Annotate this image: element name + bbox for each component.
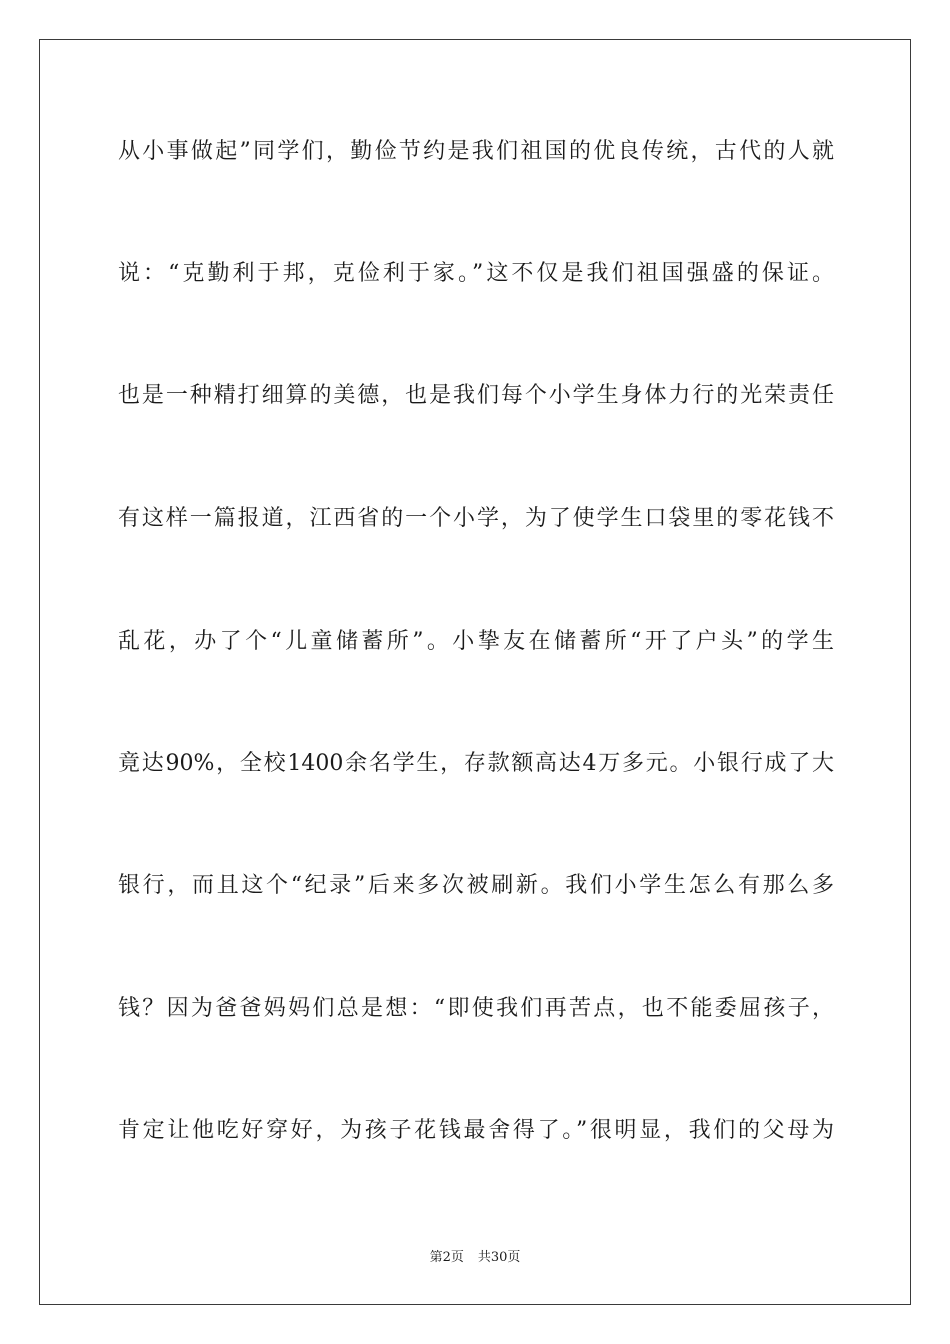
page-number: 第2页 bbox=[429, 1250, 464, 1265]
body-line-7: 银行，而且这个“纪录”后来多次被刷新。我们小学生怎么有那么多 bbox=[118, 873, 834, 898]
body-line-5: 乱花，办了个“儿童储蓄所”。小挚友在储蓄所“开了户头”的学生 bbox=[118, 629, 834, 654]
body-line-2: 说：“克勤利于邦，克俭利于家。”这不仅是我们祖国强盛的保证。 bbox=[118, 261, 834, 286]
body-line-4: 有这样一篇报道，江西省的一个小学，为了使学生口袋里的零花钱不 bbox=[118, 506, 834, 531]
body-line-8: 钱？因为爸爸妈妈们总是想：“即使我们再苦点，也不能委屈孩子， bbox=[118, 996, 834, 1021]
body-line-3: 也是一种精打细算的美德，也是我们每个小学生身体力行的光荣责任 bbox=[118, 383, 834, 408]
body-line-1: 从小事做起”同学们，勤俭节约是我们祖国的优良传统，古代的人就 bbox=[118, 139, 834, 164]
page-total: 共30页 bbox=[477, 1250, 521, 1265]
page-footer bbox=[0, 1246, 950, 1265]
body-line-9: 肯定让他吃好穿好，为孩子花钱最舍得了。”很明显，我们的父母为 bbox=[118, 1118, 834, 1143]
body-line-6: 竟达90%，全校1400余名学生，存款额高达4万多元。小银行成了大 bbox=[118, 751, 834, 776]
